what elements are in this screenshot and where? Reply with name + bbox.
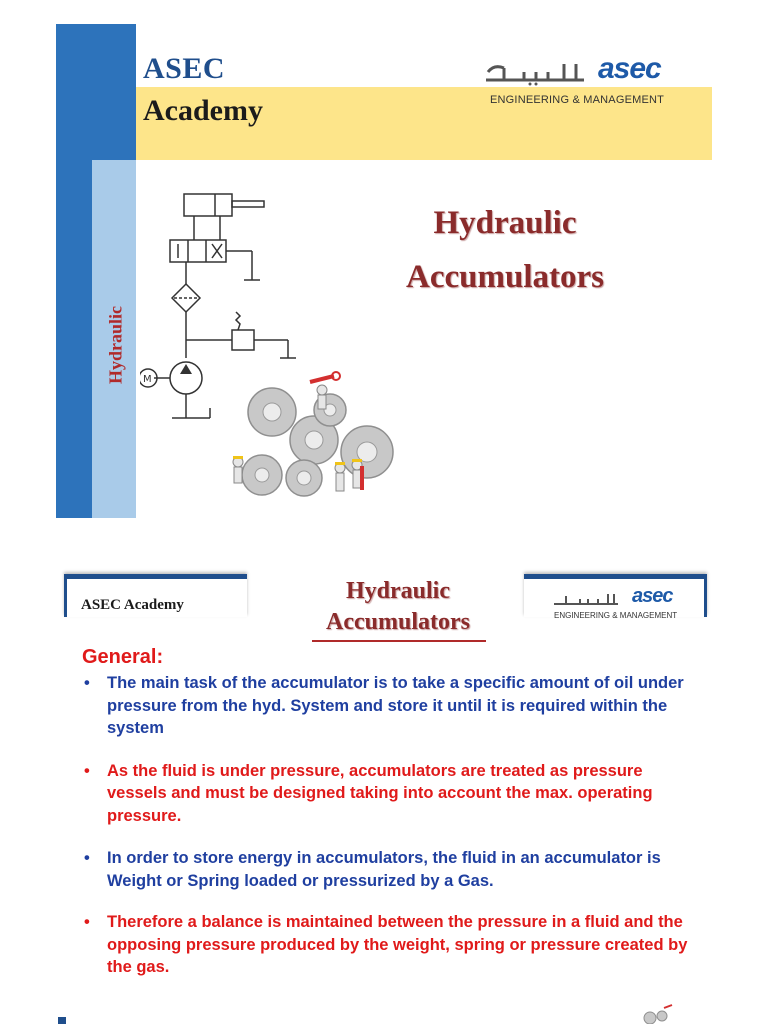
bullet-list: [82, 672, 702, 979]
content-title-line-1: Hydraulic: [345, 578, 450, 604]
corner-mark: [58, 1017, 66, 1024]
wrench-icon: [310, 372, 340, 382]
list-item: • As the fluid is under pressure, accumulators are treated as pressure vessels and must be designed taking into account the max. operating pressure.: [82, 760, 702, 828]
vertical-label: [96, 290, 136, 400]
list-item: • The main task of the accumulator is to take a specific amount of oil under pressure from the hyd. System and store it until it is required within the system: [82, 672, 702, 740]
title-line-2: Accumulators: [406, 259, 604, 295]
content-title-line-2: Accumulators: [326, 609, 470, 635]
svg-text:M: M: [143, 374, 152, 385]
list-item: • In order to store energy in accumulators, the fluid in an accumulator is Weight or Spring loaded or pressurized by a Gas.: [82, 847, 702, 892]
header-left-tab: [64, 574, 247, 617]
arabic-logo-icon: [484, 58, 594, 86]
brand-academy: Academy: [143, 94, 263, 127]
logo-tagline: ENGINEERING & MANAGEMENT: [554, 611, 678, 620]
header-left-label: ASEC Academy: [81, 597, 184, 613]
gears-mini-icon: [640, 1002, 690, 1024]
slide-title: [360, 196, 650, 304]
gears-illustration: [212, 370, 402, 505]
title-underline: [312, 640, 486, 642]
asec-wordmark: asec: [598, 52, 661, 85]
header-right-tab: [524, 574, 707, 620]
vertical-label-text: Hydraulic: [105, 305, 126, 385]
arabic-logo-icon: [552, 591, 622, 607]
content-title: [300, 576, 496, 638]
asec-wordmark: asec: [632, 585, 673, 607]
brand-asec: ASEC: [143, 52, 226, 85]
content-slide: [0, 560, 768, 1024]
logo-tagline: ENGINEERING & MANAGEMENT: [490, 94, 665, 106]
section-heading: General:: [82, 646, 164, 668]
list-item: • Therefore a balance is maintained between the pressure in a fluid and the opposing pressure produced by the weight, spring or pressure created by the gas.: [82, 911, 702, 979]
title-line-1: Hydraulic: [433, 205, 577, 241]
